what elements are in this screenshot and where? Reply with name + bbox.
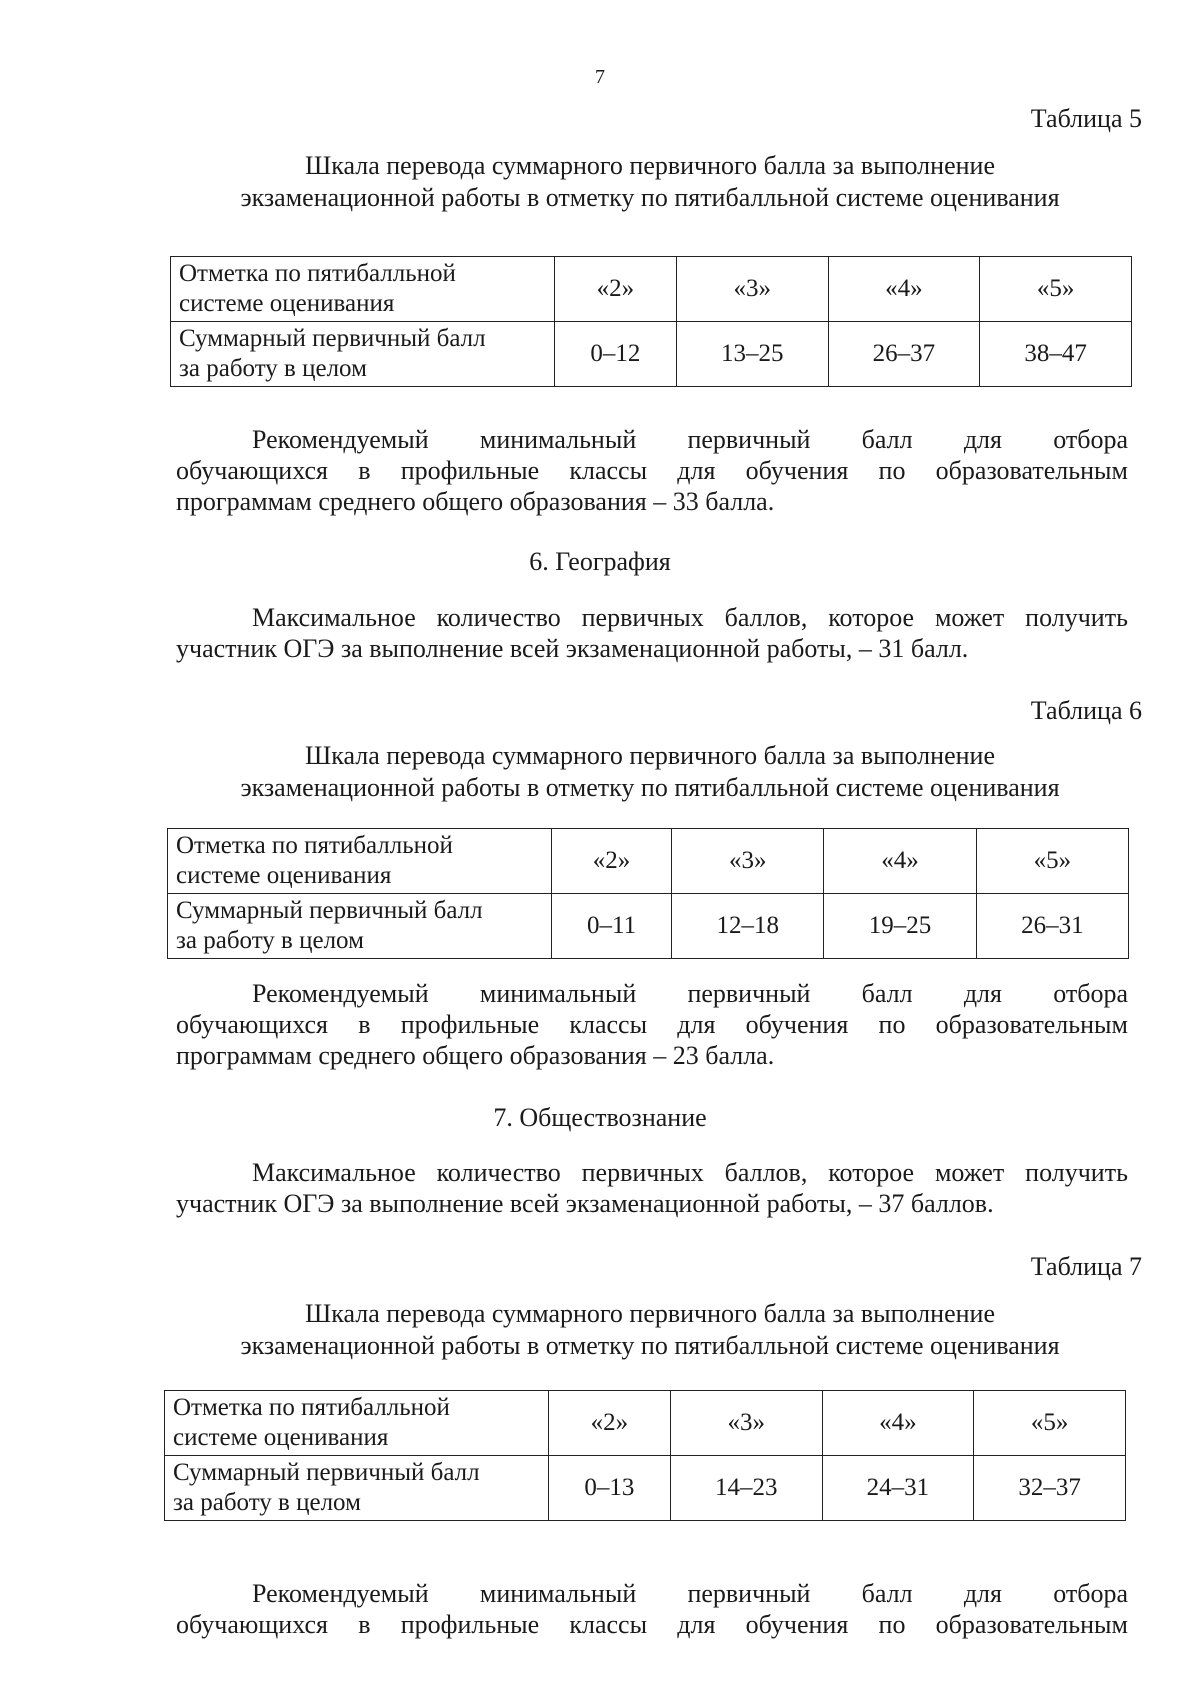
section-heading-geography: 6. География	[529, 547, 671, 576]
word: классы	[569, 1010, 648, 1039]
word: образовательным	[935, 1010, 1128, 1039]
paragraph-line	[176, 424, 1128, 455]
recommended-score-paragraph	[176, 1578, 1128, 1640]
row-header-line: Отметка по пятибалльной	[176, 832, 453, 859]
max-score-paragraph	[176, 1157, 1128, 1219]
word: минимальный	[479, 425, 637, 454]
word: отбора	[1053, 979, 1128, 1008]
word: в	[358, 1610, 371, 1639]
word: для	[963, 425, 1002, 454]
row-header-grade	[165, 1391, 549, 1456]
grade-cell: «5»	[980, 257, 1132, 322]
word: балл	[861, 425, 913, 454]
row-header-grade	[171, 257, 555, 322]
word: обучающихся	[176, 456, 328, 485]
word: для	[677, 456, 716, 485]
caption-line: экзаменационной работы в отметку по пятибалльной системе оценивания	[240, 1331, 1060, 1360]
line-text: участник ОГЭ за выполнение всей экзаменационной работы, – 37 баллов.	[176, 1189, 994, 1218]
word: может	[934, 1158, 1005, 1187]
word: балл	[861, 1579, 913, 1608]
score-cell: 26–37	[828, 322, 980, 387]
caption-line: Шкала перевода суммарного первичного балла за выполнение	[305, 1299, 995, 1328]
table-row-scores	[165, 1456, 1126, 1521]
caption-line: экзаменационной работы в отметку по пятибалльной системе оценивания	[240, 773, 1060, 802]
grade-cell: «3»	[670, 1391, 822, 1456]
paragraph-line	[176, 633, 1128, 664]
word: может	[934, 603, 1005, 632]
table-7	[164, 1390, 1126, 1521]
word: получить	[1025, 1158, 1128, 1187]
max-score-paragraph	[176, 602, 1128, 664]
word: обучения	[745, 456, 849, 485]
word: для	[677, 1010, 716, 1039]
page-number: 7	[595, 66, 605, 88]
grade-cell: «4»	[824, 829, 976, 894]
word: количество	[436, 1158, 561, 1187]
paragraph-line	[176, 1040, 1128, 1071]
caption-line: Шкала перевода суммарного первичного балла за выполнение	[305, 151, 995, 180]
table-5-caption	[160, 150, 1140, 214]
table-6	[167, 828, 1129, 959]
table-row-grades	[168, 829, 1129, 894]
word: минимальный	[479, 979, 637, 1008]
word: обучающихся	[176, 1610, 328, 1639]
table-row-grades	[171, 257, 1132, 322]
paragraph-line	[176, 1157, 1128, 1188]
table-7-label: Таблица 7	[1030, 1252, 1142, 1281]
word: баллов,	[724, 603, 808, 632]
word: по	[878, 456, 906, 485]
line-text: программам среднего общего образования – 33 балла.	[176, 487, 775, 516]
row-header-line: за работу в целом	[173, 1489, 361, 1516]
word: Рекомендуемый	[252, 979, 429, 1008]
row-header-line: Суммарный первичный балл	[176, 897, 483, 924]
score-cell: 24–31	[822, 1456, 974, 1521]
recommended-score-paragraph	[176, 424, 1128, 517]
row-header-score	[165, 1456, 549, 1521]
word: первичный	[687, 425, 811, 454]
row-header-score	[168, 894, 552, 959]
grade-cell: «3»	[676, 257, 828, 322]
word: классы	[569, 1610, 648, 1639]
grade-cell: «5»	[976, 829, 1128, 894]
word: минимальный	[479, 1579, 637, 1608]
word: классы	[569, 456, 648, 485]
score-cell: 19–25	[824, 894, 976, 959]
score-cell: 26–31	[976, 894, 1128, 959]
score-cell: 12–18	[672, 894, 824, 959]
row-header-line: Суммарный первичный балл	[179, 325, 486, 352]
grade-cell: «4»	[828, 257, 980, 322]
word: обучающихся	[176, 1010, 328, 1039]
grade-cell: «2»	[552, 829, 672, 894]
caption-line: Шкала перевода суммарного первичного балла за выполнение	[305, 741, 995, 770]
table-5-label: Таблица 5	[1030, 104, 1142, 133]
line-text: программам среднего общего образования – 23 балла.	[176, 1041, 775, 1070]
paragraph-line	[176, 1609, 1128, 1640]
grade-cell: «3»	[672, 829, 824, 894]
row-header-score	[171, 322, 555, 387]
word: первичных	[581, 1158, 704, 1187]
grade-cell: «4»	[822, 1391, 974, 1456]
word: обучения	[745, 1610, 849, 1639]
row-header-line: Отметка по пятибалльной	[179, 260, 456, 287]
score-cell: 32–37	[974, 1456, 1126, 1521]
grade-cell: «5»	[974, 1391, 1126, 1456]
word: образовательным	[935, 456, 1128, 485]
table-row-scores	[168, 894, 1129, 959]
row-header-line: Отметка по пятибалльной	[173, 1394, 450, 1421]
row-header-line: системе оценивания	[179, 290, 395, 317]
paragraph-line	[176, 455, 1128, 486]
row-header-line: за работу в целом	[179, 355, 367, 382]
grade-cell: «2»	[549, 1391, 671, 1456]
paragraph-line	[176, 1188, 1128, 1219]
word: получить	[1025, 603, 1128, 632]
row-header-line: за работу в целом	[176, 927, 364, 954]
row-header-line: системе оценивания	[173, 1424, 389, 1451]
word: по	[878, 1010, 906, 1039]
section-heading-social-studies: 7. Обществознание	[493, 1103, 707, 1132]
word: Максимальное	[252, 603, 416, 632]
word: профильные	[400, 1610, 540, 1639]
score-cell: 38–47	[980, 322, 1132, 387]
table-6-caption	[160, 740, 1140, 804]
word: отбора	[1053, 425, 1128, 454]
word: Рекомендуемый	[252, 1579, 429, 1608]
score-cell: 0–13	[549, 1456, 671, 1521]
word: баллов,	[724, 1158, 808, 1187]
word: образовательным	[935, 1610, 1128, 1639]
word: первичный	[687, 979, 811, 1008]
word: балл	[861, 979, 913, 1008]
word: обучения	[745, 1010, 849, 1039]
word: первичных	[581, 603, 704, 632]
caption-line: экзаменационной работы в отметку по пятибалльной системе оценивания	[240, 183, 1060, 212]
score-cell: 14–23	[670, 1456, 822, 1521]
paragraph-line	[176, 486, 1128, 517]
score-cell: 0–12	[555, 322, 677, 387]
recommended-score-paragraph	[176, 978, 1128, 1071]
word: Рекомендуемый	[252, 425, 429, 454]
table-row-scores	[171, 322, 1132, 387]
row-header-line: Суммарный первичный балл	[173, 1459, 480, 1486]
word: для	[677, 1610, 716, 1639]
grade-cell: «2»	[555, 257, 677, 322]
table-6-label: Таблица 6	[1030, 696, 1142, 725]
word: которое	[828, 1158, 915, 1187]
word: в	[358, 1010, 371, 1039]
score-cell: 13–25	[676, 322, 828, 387]
row-header-line: системе оценивания	[176, 862, 392, 889]
word: которое	[828, 603, 915, 632]
score-cell: 0–11	[552, 894, 672, 959]
word: Максимальное	[252, 1158, 416, 1187]
paragraph-line	[176, 602, 1128, 633]
word: по	[878, 1610, 906, 1639]
paragraph-line	[176, 978, 1128, 1009]
word: для	[963, 979, 1002, 1008]
row-header-grade	[168, 829, 552, 894]
word: профильные	[400, 1010, 540, 1039]
word: профильные	[400, 456, 540, 485]
line-text: участник ОГЭ за выполнение всей экзаменационной работы, – 31 балл.	[176, 634, 969, 663]
paragraph-line	[176, 1578, 1128, 1609]
table-5	[170, 256, 1132, 387]
word: для	[963, 1579, 1002, 1608]
word: первичный	[687, 1579, 811, 1608]
word: отбора	[1053, 1579, 1128, 1608]
word: количество	[436, 603, 561, 632]
table-7-caption	[160, 1298, 1140, 1362]
table-row-grades	[165, 1391, 1126, 1456]
paragraph-line	[176, 1009, 1128, 1040]
word: в	[358, 456, 371, 485]
